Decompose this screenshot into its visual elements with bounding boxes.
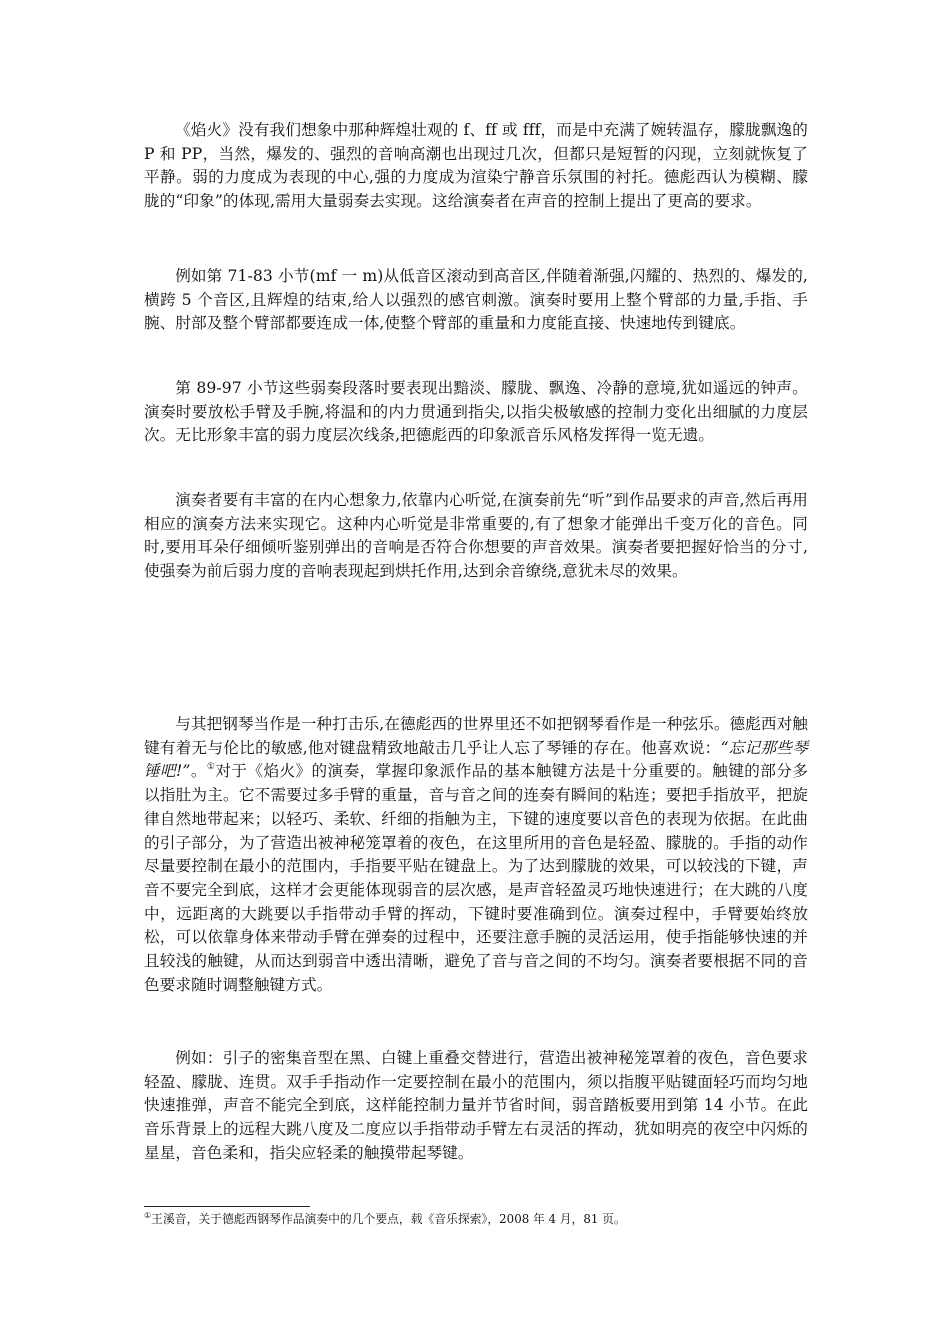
footnote-separator <box>144 1206 310 1207</box>
footnote-text: 王溪音，关于德彪西钢琴作品演奏中的几个要点，载《音乐探索》，2008 年 4 月，81 页。 <box>151 1212 626 1226</box>
quote-end-punctuation: 。 <box>190 762 207 781</box>
paragraph-bars-71-83: 例如第 71-83 小节(mf 一 m)从低音区滚动到高音区,伴随着渐强,闪耀的、热烈的、爆发的,横跨 5 个音区,且辉煌的结束,给人以强烈的感官刺激。演奏时要用上整个臂部的力量,手指、手腕、肘部及整个臂部都要连成一体,使整个臂部的重量和力度能直接、快速地传到键底。 <box>144 267 808 333</box>
footnote-reference-marker: ① <box>206 762 216 773</box>
paragraph-bars-89-97: 第 89-97 小节这些弱奏段落时要表现出黯淡、朦胧、飘逸、冷静的意境,犹如遥远的钟声。演奏时要放松手臂及手腕,将温和的内力贯通到指尖,以指尖极敏感的控制力变化出细腻的力度层次。无比形象丰富的弱力度层次线条,把德彪西的印象派音乐风格发挥得一览无遗。 <box>144 379 808 445</box>
footnote-marker: ① <box>144 1211 152 1220</box>
footnote <box>144 1210 808 1228</box>
paragraph-inner-hearing: 演奏者要有丰富的在内心想象力,依靠内心听觉,在演奏前先“听”到作品要求的声音,然后再用相应的演奏方法来实现它。这种内心听觉是非常重要的,有了想象才能弹出千变万化的音色。同时,要用耳朵仔细倾听鉴别弹出的音响是否符合你想要的声音效果。演奏者要把握好恰当的分寸,使强奏为前后弱力度的音响表现起到烘托作用,达到余音缭绕,意犹未尽的效果。 <box>144 491 808 581</box>
paragraph-text-after-quote: 对于《焰火》的演奏，掌握印象派作品的基本触键方法是十分重要的。触键的部分多以指肚为主。它不需要过多手臂的重量，音与音之间的连奏有瞬间的粘连；要把手指放平，把旋律自然地带起来；以轻巧、柔软、纤细的指触为主，下键的速度要以音色的表现为依据。在此曲的引子部分，为了营造出被神秘笼罩着的夜色，在这里所用的音色是轻盈、朦胧的。手指的动作尽量要控制在最小的范围内，手指要平贴在键盘上。为了达到朦胧的效果，可以较浅的下键，声音不要完全到底，这样才会更能体现弱音的层次感，是声音轻盈灵巧地快速进行；在大跳的八度中，远距离的大跳要以手指带动手臂的挥动，下键时要准确到位。演奏过程中，手臂要始终放松，可以依靠身体来带动手臂在弹奏的过程中，还要注意手腕的灵活运用，使手指能够快速的并且较浅的触键，从而达到弱音中透出清晰，避免了音与音之间的不均匀。演奏者要根据不同的音色要求随时调整触键方式。 <box>144 762 809 994</box>
paragraph-text-before-quote: 与其把钢琴当作是一种打击乐,在德彪西的世界里还不如把钢琴看作是一种弦乐。德彪西对触键有着无与伦比的敏感,他对键盘精致地敲击几乎让人忘了琴锤的存在。他喜欢说： <box>144 715 808 757</box>
paragraph-introduction-example: 例如：引子的密集音型在黑、白键上重叠交替进行，营造出被神秘笼罩着的夜色，音色要求轻盈、朦胧、连贯。双手手指动作一定要控制在最小的范围内，须以指腹平贴键面轻巧而均匀地快速推弹，声音不能完全到底，这样能控制力量并节省时间，弱音踏板要用到第 14 小节。在此音乐背景上的远程大跳八度及二度应以手指带动手臂左右灵活的挥动，犹如明亮的夜空中闪烁的星星，音色柔和，指尖应轻柔的触摸带起琴键。 <box>144 1049 808 1162</box>
debussy-quote: “忘记那些琴锤吧!” <box>144 738 808 781</box>
paragraph-fireworks-dynamics: 《焰火》没有我们想象中那种辉煌壮观的 f、ff 或 fff，而是中充满了婉转温存，朦胧飘逸的 P 和 PP，当然，爆发的、强烈的音响高潮也出现过几次，但都只是短暂的闪现，立刻就恢复了平静。弱的力度成为表现的中心,强的力度成为渲染宁静音乐氛围的衬托。德彪西认为模糊、朦胧的“印象”的体现,需用大量弱奏去实现。这给演奏者在声音的控制上提出了更高的要求。 <box>144 121 808 211</box>
paragraph-touch-technique <box>144 713 808 997</box>
